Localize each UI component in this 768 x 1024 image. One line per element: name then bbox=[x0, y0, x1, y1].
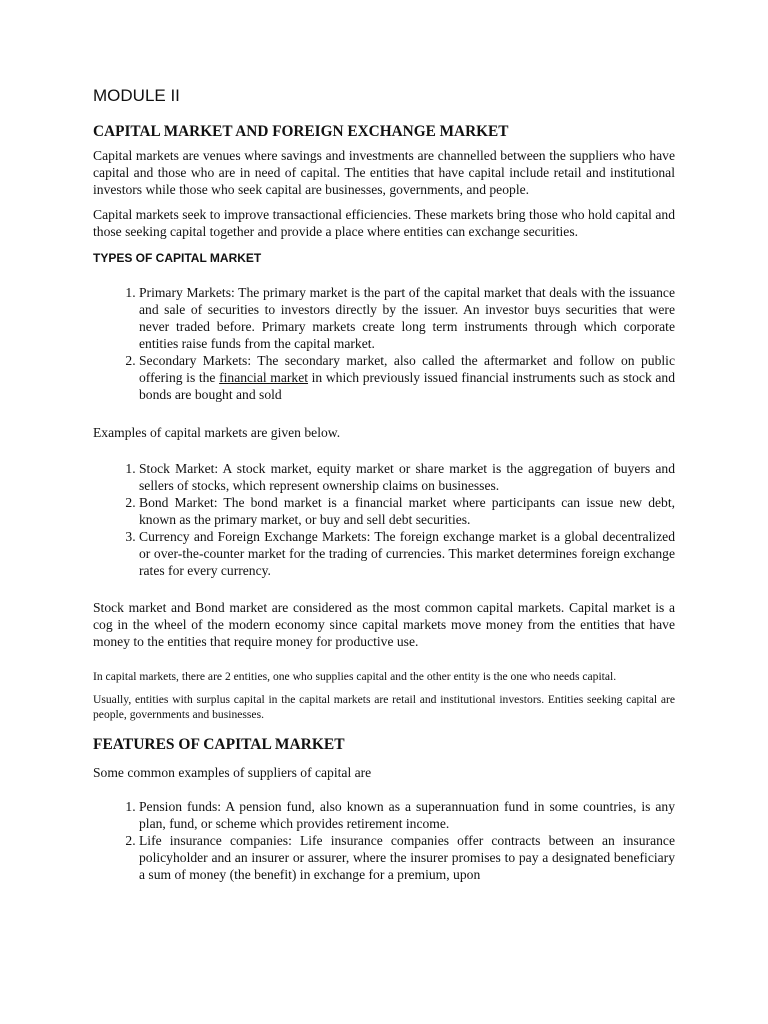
list-item-text: in which previously issued financial instruments such as stock and bonds are bought and sold bbox=[139, 370, 675, 402]
features-heading: FEATURES OF CAPITAL MARKET bbox=[93, 736, 345, 753]
suppliers-list bbox=[93, 798, 675, 883]
list-item bbox=[139, 352, 675, 403]
intro-paragraph-2: Capital markets seek to improve transactional efficiencies. These markets bring those who hold capital and those seeking capital together and provide a place where entities can exchange securities. bbox=[93, 207, 675, 239]
types-heading: TYPES OF CAPITAL MARKET bbox=[93, 251, 262, 265]
examples-lead: Examples of capital markets are given below. bbox=[93, 425, 341, 440]
module-title: MODULE II bbox=[93, 86, 180, 105]
list-item: 1. Primary Markets: The primary market is the part of the capital market that deals with the issuance and sale of securities to investors directly by the issuer. An investor buys securities that were never traded before. Primary markets create long term instruments through which corporate entities raise funds from the capital market. bbox=[139, 284, 675, 352]
main-heading: CAPITAL MARKET AND FOREIGN EXCHANGE MARKET bbox=[93, 123, 509, 140]
financial-market-link[interactable]: financial market bbox=[219, 370, 309, 385]
types-list bbox=[93, 284, 675, 403]
intro-paragraph-1: Capital markets are venues where savings and investments are channelled between the suppliers who have capital and those who are in need of capital. The entities that have capital include retail and institutional investors while those who seek capital are businesses, governments, and people. bbox=[93, 148, 675, 197]
small-paragraph-2: Usually, entities with surplus capital in the capital markets are retail and institutional investors. Entities seeking capital are people, governments and businesses. bbox=[93, 693, 675, 721]
summary-paragraph: Stock market and Bond market are considered as the most common capital markets. Capital market is a cog in the wheel of the modern economy since capital markets move money from the entities that have money to the entities that require money for productive use. bbox=[93, 600, 675, 649]
small-paragraph-1: In capital markets, there are 2 entities, one who supplies capital and the other entity is the one who needs capital. bbox=[93, 670, 617, 683]
list-item: 1. Stock Market: A stock market, equity market or share market is the aggregation of buyers and sellers of stocks, which represent ownership claims on businesses. bbox=[139, 460, 675, 494]
examples-list bbox=[93, 460, 675, 579]
list-item: 3. Currency and Foreign Exchange Markets: The foreign exchange market is a global decentralized or over-the-counter market for the trading of currencies. This market determines foreign exchange rates for every currency. bbox=[139, 528, 675, 579]
list-item-text: Secondary Markets: The secondary market, also called the aftermarket and follow on public offering is the bbox=[139, 353, 675, 385]
list-item: 2. Bond Market: The bond market is a financial market where participants can issue new debt, known as the primary market, or buy and sell debt securities. bbox=[139, 494, 675, 528]
list-item: 1. Pension funds: A pension fund, also known as a superannuation fund in some countries, is any plan, fund, or scheme which provides retirement income. bbox=[139, 798, 675, 832]
list-item: 2. Life insurance companies: Life insurance companies offer contracts between an insurance policyholder and an insurer or assurer, where the insurer promises to pay a designated beneficiary a sum of money (the benefit) in exchange for a premium, upon bbox=[139, 832, 675, 883]
suppliers-lead: Some common examples of suppliers of capital are bbox=[93, 765, 372, 780]
